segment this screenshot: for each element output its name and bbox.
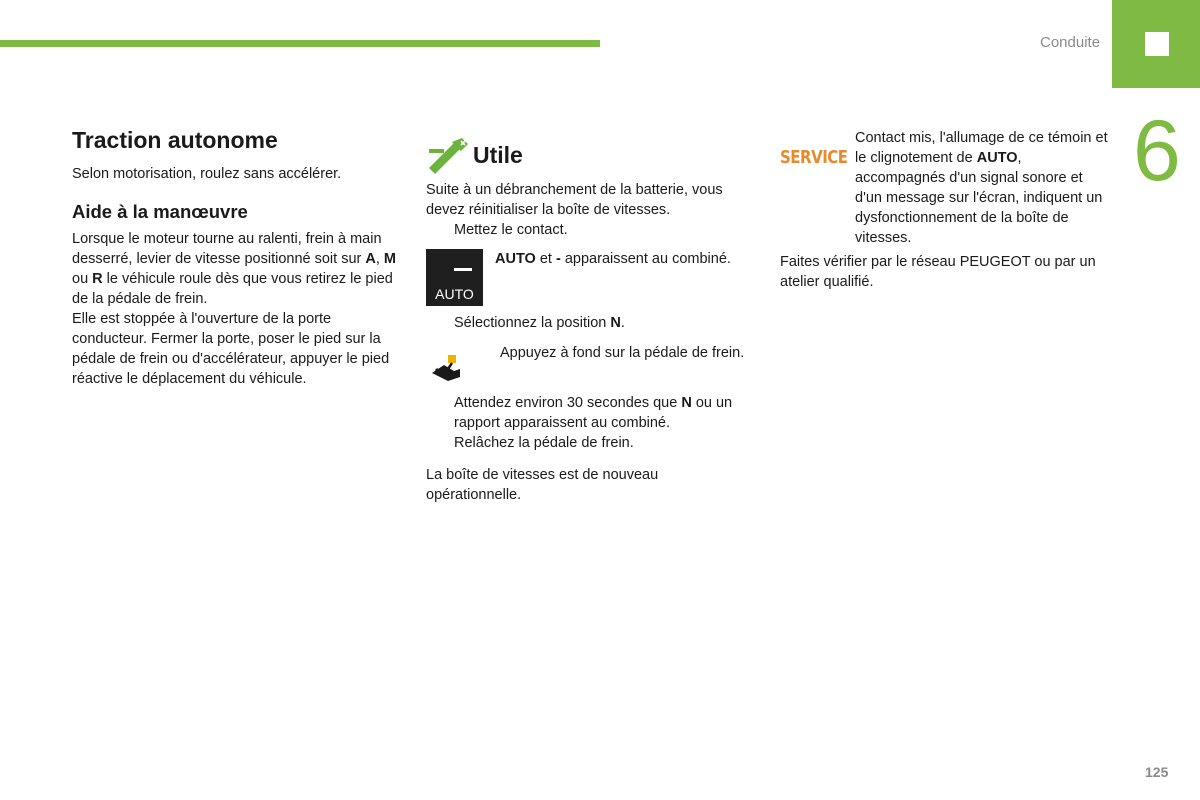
warning-text-part: , accompagnés d'un signal sonore et d'un message sur l'écran, indiquent un dysfonctionnement de la boîte de vitesses.: [855, 150, 1103, 246]
bold-text: AUTO: [976, 150, 1018, 166]
display-illustration-row: [426, 249, 756, 306]
step-text-part: ou un rapport apparaissent au combiné.: [454, 395, 733, 431]
pointing-finger-icon: [426, 220, 454, 240]
body-paragraph: Elle est stoppée à l'ouverture de la porte conducteur. Fermer la porte, poser le pied sur la pédale de frein ou d'accélérateur, appuyer le pied réactive le déplacement du véhicule.: [72, 311, 390, 387]
list-item: [472, 343, 744, 363]
step-text: Relâchez la pédale de frein.: [454, 435, 634, 451]
auto-display-label: AUTO: [435, 286, 474, 302]
knife-tool-icon: [426, 135, 470, 175]
list-item: [426, 393, 756, 433]
header-accent-bar: [0, 40, 600, 47]
utile-section: [426, 136, 756, 505]
pointing-finger-icon: [426, 393, 454, 433]
step-text-part: Sélectionnez la position: [454, 315, 611, 331]
body-text: ou: [72, 271, 93, 287]
bold-text: N: [681, 395, 692, 411]
step-text-part: .: [620, 315, 625, 331]
dash-indicator: [454, 268, 472, 271]
warning-text-part: Contact mis, l'allumage de ce témoin et le clignotement de: [855, 130, 1108, 166]
pointing-finger-icon: [426, 313, 454, 333]
outro-text: La boîte de vitesses est de nouveau opérationnelle.: [426, 467, 659, 503]
page-number: 125: [1145, 764, 1169, 780]
chapter-number: 6: [1133, 103, 1181, 199]
body-text: Lorsque le moteur tourne au ralenti, frein à main desserré, levier de vitesse positionné soit sur: [72, 231, 382, 267]
pointing-finger-icon: [426, 433, 454, 453]
bold-text: AUTO: [495, 251, 536, 267]
service-warning-icon: [780, 128, 855, 248]
brake-illustration-row: [426, 343, 756, 387]
gear-a: A: [365, 251, 376, 267]
advice-text: Faites vérifier par le réseau PEUGEOT ou par un atelier qualifié.: [780, 254, 1096, 290]
body-text: ,: [375, 251, 384, 267]
step-text: [454, 313, 625, 333]
gear-m: M: [383, 251, 397, 267]
section-heading: Traction autonome: [72, 127, 278, 153]
body-text: le véhicule roule dès que vous retirez le pied de la pédale de frein.: [72, 271, 393, 307]
intro-text: Selon motorisation, roulez sans accélérer.: [72, 166, 342, 182]
list-item: [426, 220, 756, 240]
display-caption: [495, 249, 731, 306]
gear-r: R: [92, 271, 103, 287]
utile-header: [426, 136, 756, 174]
tip-heading: Utile: [473, 142, 523, 168]
service-warning-section: [780, 128, 1110, 292]
list-item: [426, 433, 756, 453]
auto-display-icon: [426, 249, 483, 306]
bold-text: -: [555, 251, 561, 267]
chapter-tab-square-icon: [1145, 32, 1169, 56]
service-warning-row: [780, 128, 1110, 248]
service-label: SERVICE: [780, 146, 848, 168]
brake-pedal-icon: [426, 347, 466, 387]
pointing-finger-icon: [472, 343, 500, 363]
warning-text: [855, 128, 1110, 248]
intro-text: Suite à un débranchement de la batterie, vous devez réinitialiser la boîte de vitesses.: [426, 182, 723, 218]
subsection-heading: Aide à la manœuvre: [72, 201, 248, 222]
bold-text: N: [610, 315, 621, 331]
step-text: [454, 393, 756, 433]
caption-text: et: [535, 251, 556, 267]
body-paragraph: [72, 229, 397, 309]
caption-text: apparaissent au combiné.: [560, 251, 731, 267]
step-text-part: Attendez environ 30 secondes que: [454, 395, 682, 411]
step-text: Mettez le contact.: [454, 222, 568, 238]
traction-autonome-section: [72, 126, 397, 389]
step-text: Appuyez à fond sur la pédale de frein.: [500, 345, 745, 361]
list-item: [426, 313, 756, 333]
section-title: Conduite: [1040, 34, 1101, 51]
